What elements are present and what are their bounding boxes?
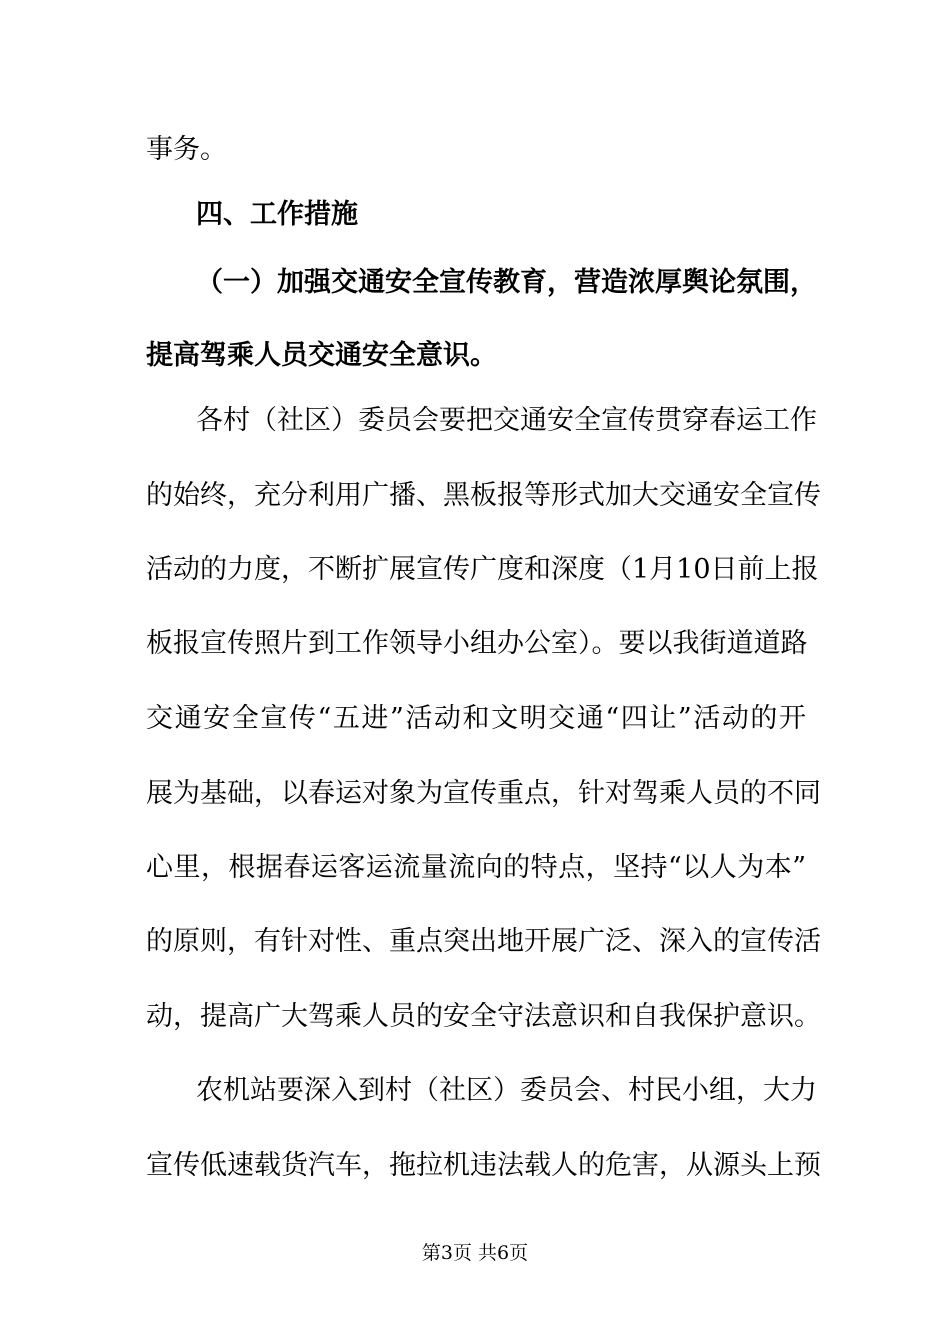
paragraph-1-line: 板报宣传照片到工作领导小组办公室）。要以我街道道路 (146, 628, 808, 659)
paragraph-1-line: 心里，根据春运客运流量流向的特点，坚持“以人为本” (146, 852, 806, 883)
paragraph-1-line: 的始终，充分利用广播、黑板报等形式加大交通安全宣传 (146, 480, 821, 511)
paragraph-1-line: 交通安全宣传“五进”活动和文明交通“四让”活动的开 (146, 703, 806, 734)
paragraph-1-line: 的原则，有针对性、重点突出地开展广泛、深入的宣传活 (146, 926, 821, 957)
paragraph-1-line: 动，提高广大驾乘人员的安全守法意识和自我保护意识。 (146, 1001, 821, 1032)
paragraph-1-line: 展为基础，以春运对象为宣传重点，针对驾乘人员的不同 (146, 778, 821, 809)
paragraph-1-line: 活动的力度，不断扩展宣传广度和深度（1月10日前上报 (146, 554, 819, 585)
subheading-line-2: 提高驾乘人员交通安全意识。 (146, 340, 497, 371)
paragraph-2-line: 宣传低速载货汽车，拖拉机违法载人的危害，从源头上预 (146, 1150, 821, 1181)
paragraph-1-line: 各村（社区）委员会要把交通安全宣传贯穿春运工作 (196, 405, 817, 436)
paragraph-2-line: 农机站要深入到村（社区）委员会、村民小组，大力 (196, 1075, 817, 1106)
page-number-footer: 第3页 共6页 (421, 1242, 529, 1264)
carry-over-text: 事务。 (146, 134, 227, 165)
subheading-line-1: （一）加强交通安全宣传教育，营造浓厚舆论氛围， (196, 267, 817, 298)
section-heading: 四、工作措施 (196, 199, 358, 230)
